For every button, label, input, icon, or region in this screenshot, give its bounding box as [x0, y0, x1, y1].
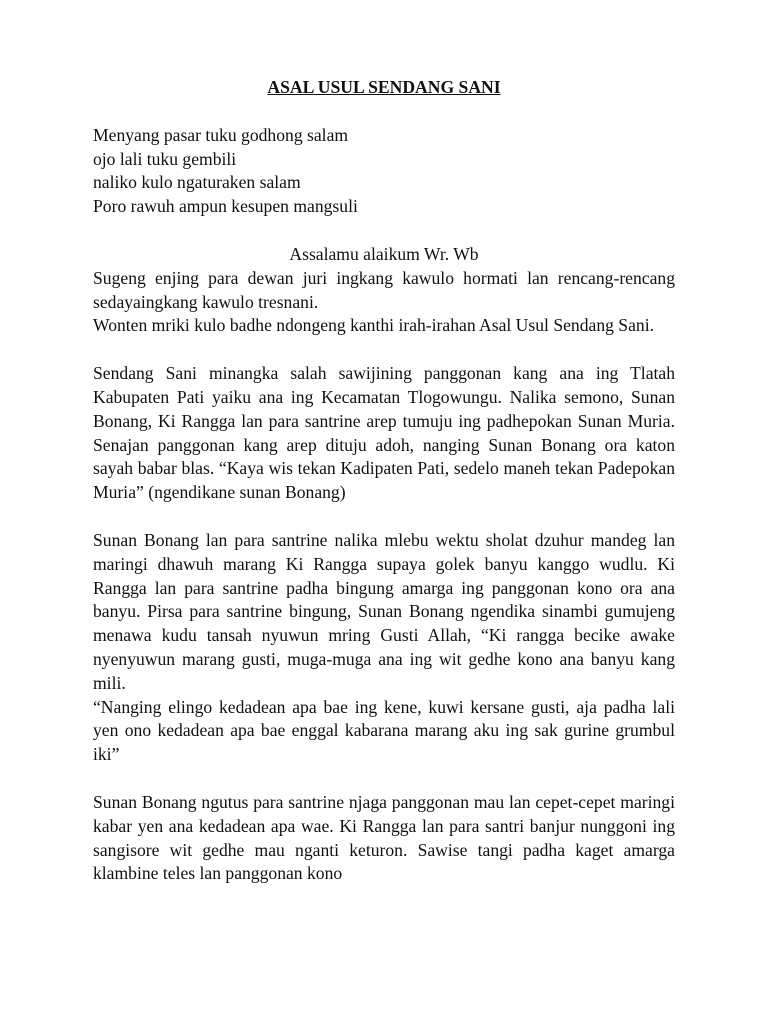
paragraph-opening: Sugeng enjing para dewan juri ingkang kawulo hormati lan rencang-rencang sedayaingkang kawulo tresnani. — [93, 267, 675, 312]
document-page — [93, 76, 675, 886]
paragraph-gap — [93, 505, 675, 529]
paragraph-story-3: Sunan Bonang ngutus para santrine njaga panggonan mau lan cepet-cepet maringi kabar yen ana kedadean apa wae. Ki Rangga lan para santri banjur nunggoni ing sangisore wit gedhe mau nganti keturon. Sawise tangi padha kaget amarga klambine teles lan panggonan kono — [93, 791, 675, 884]
pantun-line: Menyang pasar tuku godhong salam — [93, 124, 349, 145]
paragraph-gap — [93, 338, 675, 362]
paragraph-story-1: Sendang Sani minangka salah sawijining panggonan kang ana ing Tlatah Kabupaten Pati yaiku ana ing Kecamatan Tlogowungu. Nalika semono, Sunan Bonang, Ki Rangga lan para santrine arep tumuju ing padhepokan Sunan Muria. Senajan panggonan kang arep dituju adoh, nanging Sunan Bonang ora katon sayah babar blas. “Kaya wis tekan Kadipaten Pati, sedelo maneh tekan Padepokan Muria” (ngendikane sunan Bonang) — [93, 363, 675, 503]
paragraph-story-2: Sunan Bonang lan para santrine nalika mlebu wektu sholat dzuhur mandeg lan maringi dhawuh marang Ki Rangga supaya golek banyu kanggo wudlu. Ki Rangga lan para santrine padha bingung amarga ing panggonan kono ora ana banyu. Pirsa para santrine bingung, Sunan Bonang ngendika sinambi gumujeng menawa kudu tansah nyuwun mring Gusti Allah, “Ki rangga becike awake nyenyuwun marang gusti, muga-muga ana ing wit gedhe kono ana banyu kang mili. — [93, 529, 675, 693]
pantun-verse — [93, 124, 675, 219]
pantun-line: naliko kulo ngaturaken salam — [93, 172, 301, 193]
paragraph-gap — [93, 767, 675, 791]
pantun-line: Poro rawuh ampun kesupen mangsuli — [93, 196, 358, 217]
document-title: ASAL USUL SENDANG SANI — [267, 77, 501, 97]
paragraph-quote: “Nanging elingo kedadean apa bae ing kene, kuwi kersane gusti, aja padha lali yen ono kedadean apa bae enggal kabarana marang aku ing sak gurine grumbul iki” — [93, 696, 675, 765]
paragraph-intro: Wonten mriki kulo badhe ndongeng kanthi irah-irahan Asal Usul Sendang Sani. — [93, 315, 654, 336]
greeting-line: Assalamu alaikum Wr. Wb — [289, 243, 479, 264]
pantun-line: ojo lali tuku gembili — [93, 148, 237, 169]
